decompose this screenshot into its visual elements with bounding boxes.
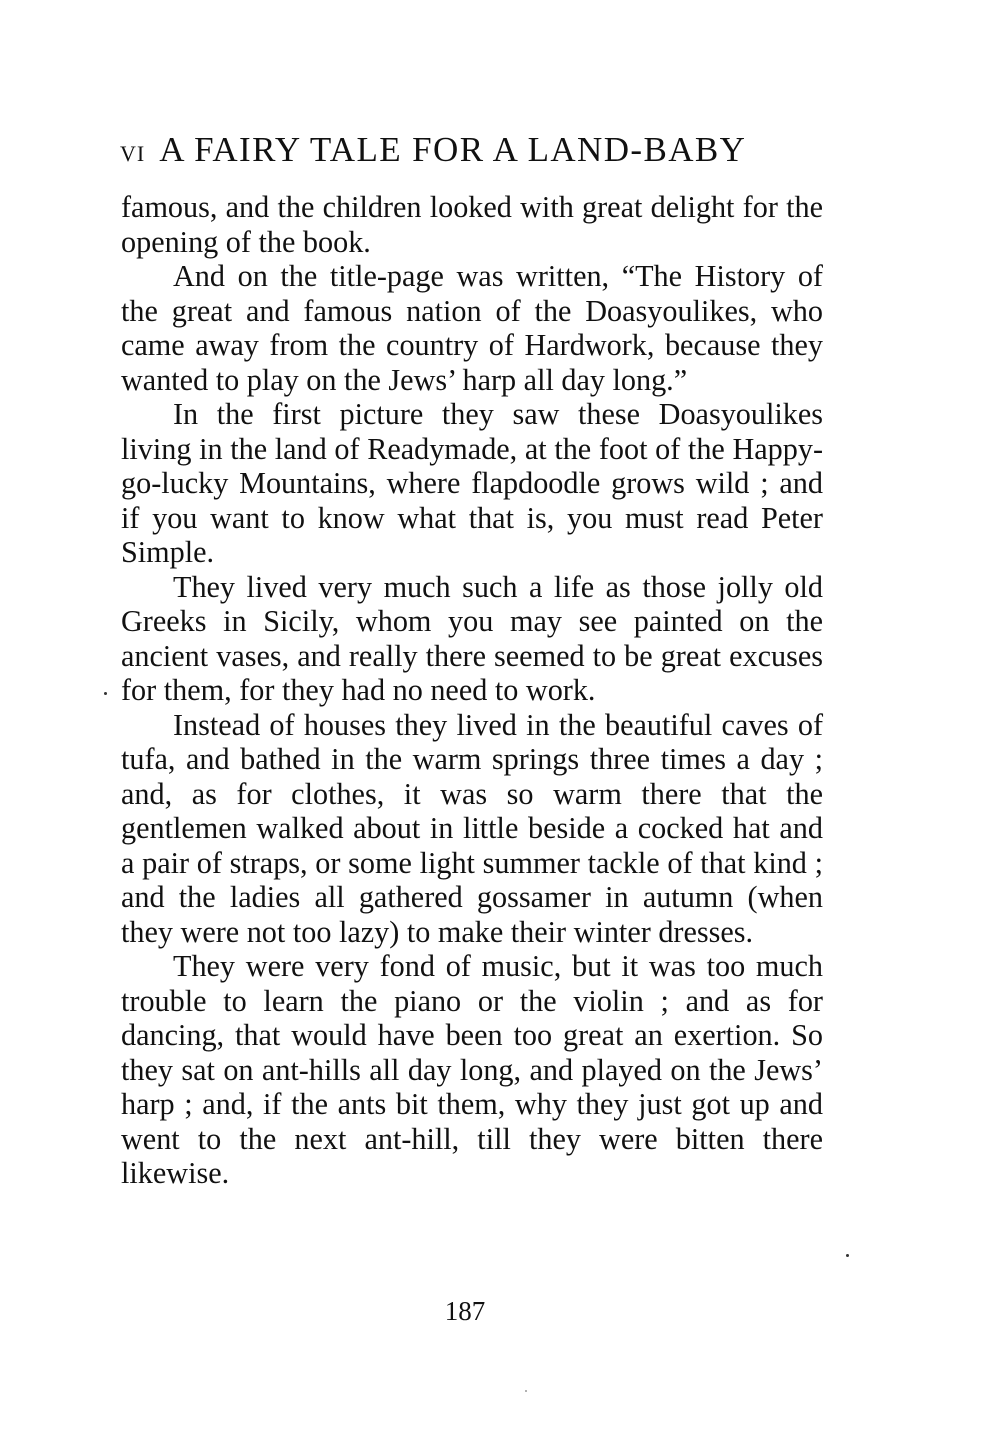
- ink-speck: [846, 1254, 849, 1257]
- running-head: [120, 128, 820, 172]
- page-number: 187: [444, 1296, 486, 1326]
- ink-speck: [525, 1390, 527, 1392]
- paragraph: Instead of houses they lived in the beautiful caves of tufa, and bathed in the warm springs three times a day ; and, as for clothes, it was so warm there that the gentlemen walked about in little beside a cocked hat and a pair of straps, or some light summer tackle of that kind ; and the ladies all gathered gossamer in autumn (when they were not too lazy) to make their winter dresses.: [121, 707, 823, 949]
- paragraph: In the first picture they saw these Doasyoulikes living in the land of Readymade, at the foot of the Happy-go-lucky Mountains, where flapdoodle grows wild ; and if you want to know what that is, you must read Peter Simple.: [121, 397, 823, 569]
- body-text: [121, 190, 823, 1191]
- chapter-title: A FAIRY TALE FOR A LAND-BABY: [159, 130, 747, 169]
- paragraph: famous, and the children looked with great delight for the opening of the book.: [121, 190, 823, 259]
- paragraph: They were very fond of music, but it was too much trouble to learn the piano or the violin ; and as for dancing, that would have been too great an exertion. So they sat on ant-hills all day long, and played on the Jews’ harp ; and, if the ants bit them, why they just got up and went to the next ant-hill, till they were bitten there likewise.: [121, 949, 823, 1190]
- paragraph: And on the title-page was written, “The History of the great and famous nation of the Doasyoulikes, who came away from the country of Hardwork, because they wanted to play on the Jews’ harp all day long.”: [121, 259, 823, 397]
- chapter-number: VI: [120, 141, 146, 166]
- paragraph: They lived very much such a life as those jolly old Greeks in Sicily, whom you may see painted on the ancient vases, and really there seemed to be great excuses for them, for they had no need to work.: [121, 569, 823, 707]
- ink-speck: [104, 692, 107, 695]
